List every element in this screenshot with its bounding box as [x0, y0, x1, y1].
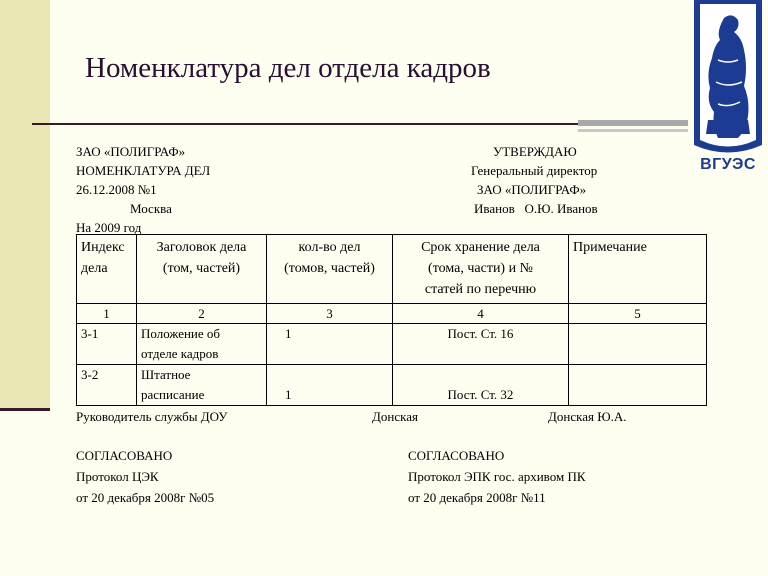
approval-stamp: УТВЕРЖДАЮ [493, 144, 577, 159]
university-logo-icon [688, 0, 768, 178]
approval-left-label: СОГЛАСОВАНО [76, 448, 173, 463]
head-of-service-name: Донская Ю.А. [548, 409, 627, 424]
column-number: 5 [569, 304, 707, 324]
approval-right-protocol: Протокол ЭПК гос. архивом ПК [408, 469, 586, 484]
approver-org: ЗАО «ПОЛИГРАФ» [477, 182, 587, 197]
doc-type: НОМЕНКЛАТУРА ДЕЛ [76, 163, 211, 178]
table-row [77, 365, 707, 406]
header-retention: Срок хранение дела (тома, части) и № статей по перечню [393, 235, 569, 304]
approval-left-protocol: Протокол ЦЭК [76, 469, 159, 484]
approver-position: Генеральный директор [471, 163, 598, 178]
column-number: 4 [393, 304, 569, 324]
title-divider-accent-thin [578, 129, 688, 132]
row-term: Пост. Ст. 32 [393, 365, 569, 406]
header-count: кол-во дел (томов, частей) [267, 235, 393, 304]
nomenclature-table [76, 234, 707, 406]
header-index: Индекс дела [77, 235, 137, 304]
table-number-row [77, 304, 707, 324]
title-divider-accent [578, 120, 688, 126]
column-number: 1 [77, 304, 137, 324]
title-divider [32, 123, 580, 125]
row-title: Штатное расписание [137, 365, 267, 406]
doc-date-number: 26.12.2008 №1 [76, 182, 157, 197]
table-row [77, 324, 707, 365]
approval-left-date: от 20 декабря 2008г №05 [76, 490, 215, 505]
column-number: 3 [267, 304, 393, 324]
row-term: Пост. Ст. 16 [393, 324, 569, 365]
row-note [569, 324, 707, 365]
head-of-service-label: Руководитель службы ДОУ [76, 409, 228, 424]
row-count: 1 [267, 365, 393, 406]
row-index: 3-1 [77, 324, 137, 365]
header-note: Примечание [569, 235, 707, 304]
header-title: Заголовок дела (том, частей) [137, 235, 267, 304]
approval-right-label: СОГЛАСОВАНО [408, 448, 505, 463]
logo-caption: ВГУЭС [700, 156, 756, 173]
org-name: ЗАО «ПОЛИГРАФ» [76, 144, 186, 159]
row-note [569, 365, 707, 406]
approver-signature: Иванов О.Ю. Иванов [474, 201, 598, 216]
slide-title: Номенклатура дел отдела кадров [85, 52, 491, 84]
head-of-service-signature: Донская [372, 409, 418, 424]
doc-city: Москва [130, 201, 172, 216]
doc-year: На 2009 год [76, 220, 142, 235]
row-index: 3-2 [77, 365, 137, 406]
column-number: 2 [137, 304, 267, 324]
row-title: Положение об отделе кадров [137, 324, 267, 365]
approval-right-date: от 20 декабря 2008г №11 [408, 490, 546, 505]
row-count: 1 [267, 324, 393, 365]
table-header-row [77, 235, 707, 304]
left-accent-bar [0, 0, 50, 409]
left-accent-bar-base [0, 408, 50, 411]
